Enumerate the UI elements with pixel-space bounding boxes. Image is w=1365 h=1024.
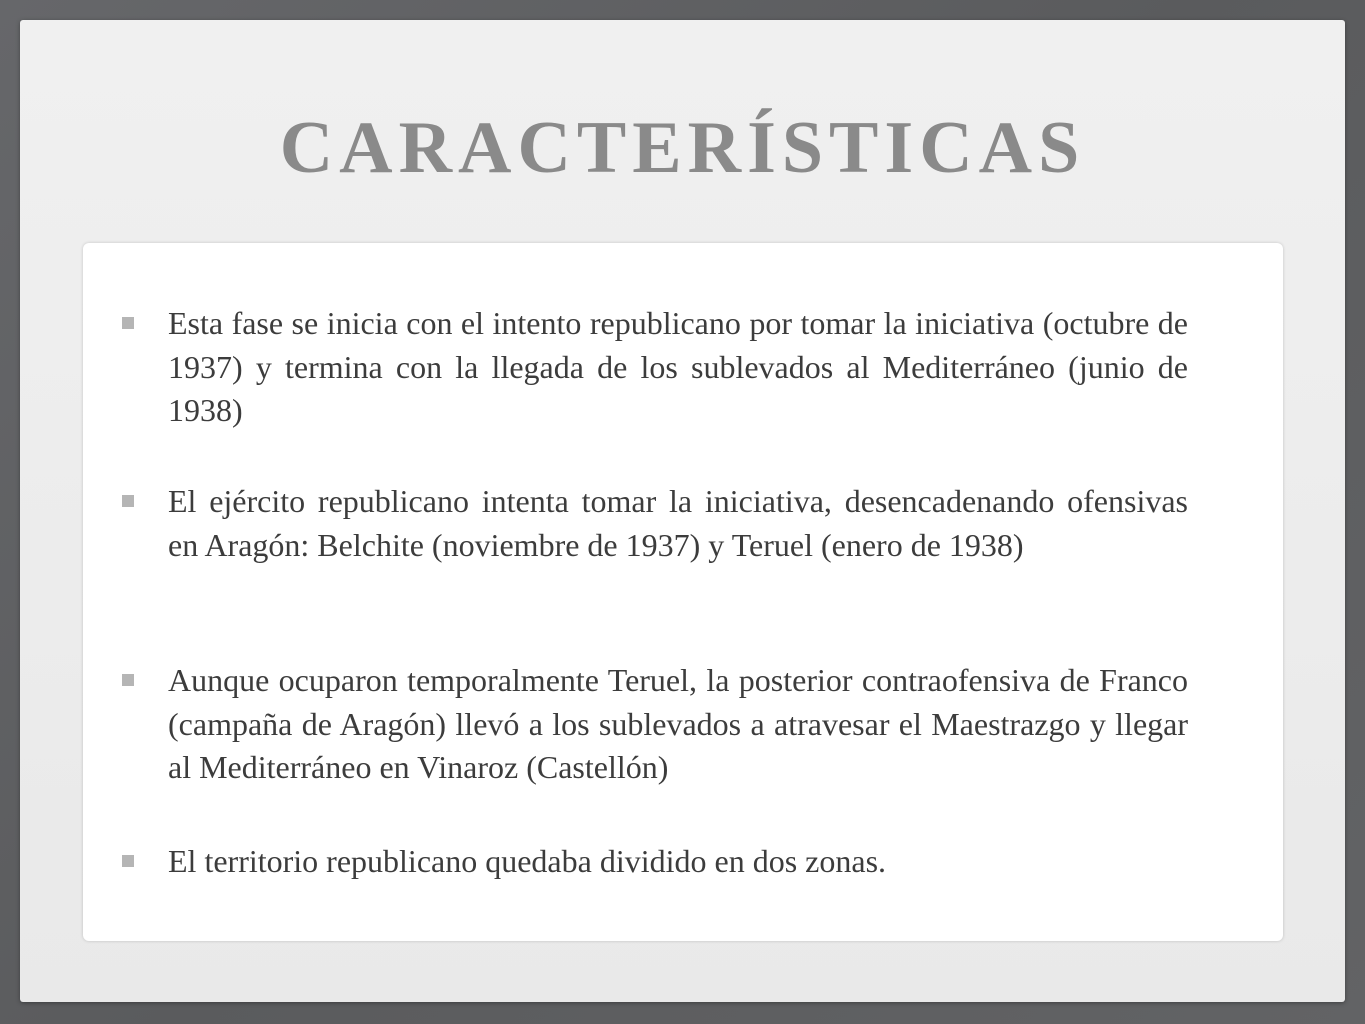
square-bullet-icon [122, 495, 134, 507]
bullet-text: Esta fase se inicia con el intento republicano por tomar la iniciativa (octubre de 1937) y termina con la llegada de los sublevados al Mediterráneo (junio de 1938) [168, 305, 1188, 428]
bullet-text: El ejército republicano intenta tomar la iniciativa, desencadenando ofensivas en Aragón: Belchite (noviembre de 1937) y Teruel (enero de 1938) [168, 483, 1188, 563]
bullet-text: Aunque ocuparon temporalmente Teruel, la posterior contraofensiva de Franco (campaña de Aragón) llevó a los sublevados a atravesar el Maestrazgo y llegar al Mediterráneo en Vinaroz (Castellón) [168, 662, 1188, 785]
bullet-item [168, 480, 1188, 567]
slide-title: CARACTERÍSTICAS [279, 107, 1086, 189]
square-bullet-icon [122, 855, 134, 867]
bullet-text: El territorio republicano quedaba dividido en dos zonas. [168, 843, 887, 879]
bullet-item [168, 659, 1188, 790]
bullet-item [168, 840, 1188, 884]
bullet-item [168, 302, 1188, 433]
square-bullet-icon [122, 317, 134, 329]
square-bullet-icon [122, 674, 134, 686]
content-panel [83, 243, 1283, 941]
